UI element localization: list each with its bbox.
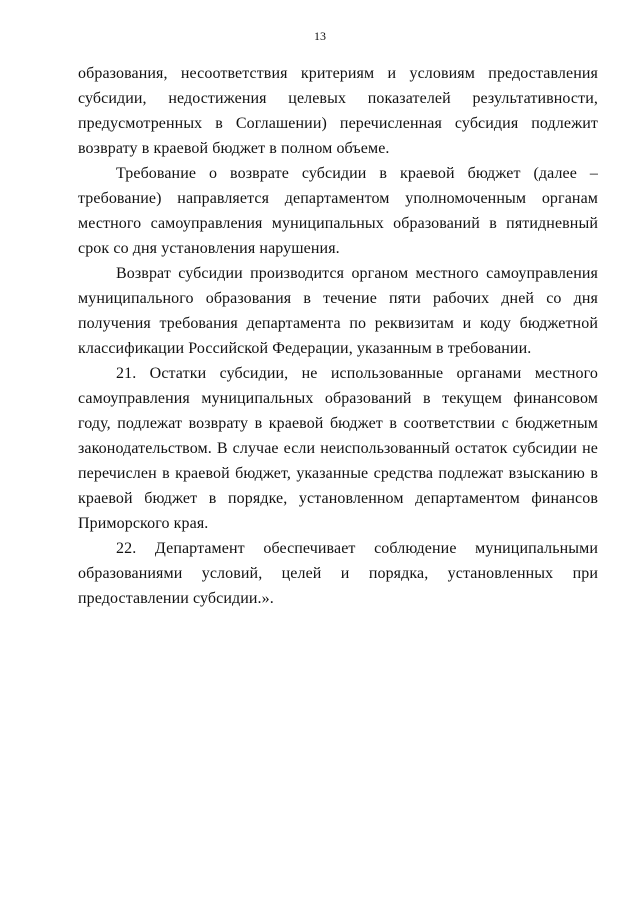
document-body xyxy=(78,61,598,611)
page-number: 13 xyxy=(314,29,326,43)
paragraph-return-requirement: Требование о возврате субсидии в краевой бюджет (далее – требование) направляется департаментом уполномоченным органам местного самоуправления муниципальных образований в пятидневный срок со дня установления нарушения. xyxy=(78,165,598,257)
paragraph-item-22: 22. Департамент обеспечивает соблюдение муниципальными образованиями условий, целей и порядка, установленных при предоставлении субсидии.». xyxy=(78,540,598,607)
paragraph-continuation: образования, несоответствия критериям и условиям предоставления субсидии, недостижения целевых показателей результативности, предусмотренных в Соглашении) перечисленная субсидия подлежит возврату в краевой бюджет в полном объеме. xyxy=(78,65,598,157)
paragraph-return-procedure: Возврат субсидии производится органом местного самоуправления муниципального образования в течение пяти рабочих дней со дня получения требования департамента по реквизитам и коду бюджетной классификации Российской Федерации, указанным в требовании. xyxy=(78,265,598,357)
paragraph-item-21: 21. Остатки субсидии, не использованные органами местного самоуправления муниципальных образований в текущем финансовом году, подлежат возврату в краевой бюджет в соответствии с бюджетным законодательством. В случае если неиспользованный остаток субсидии не перечислен в краевой бюджет, указанные средства подлежат взысканию в краевой бюджет в порядке, установленном департаментом финансов Приморского края. xyxy=(78,365,598,532)
